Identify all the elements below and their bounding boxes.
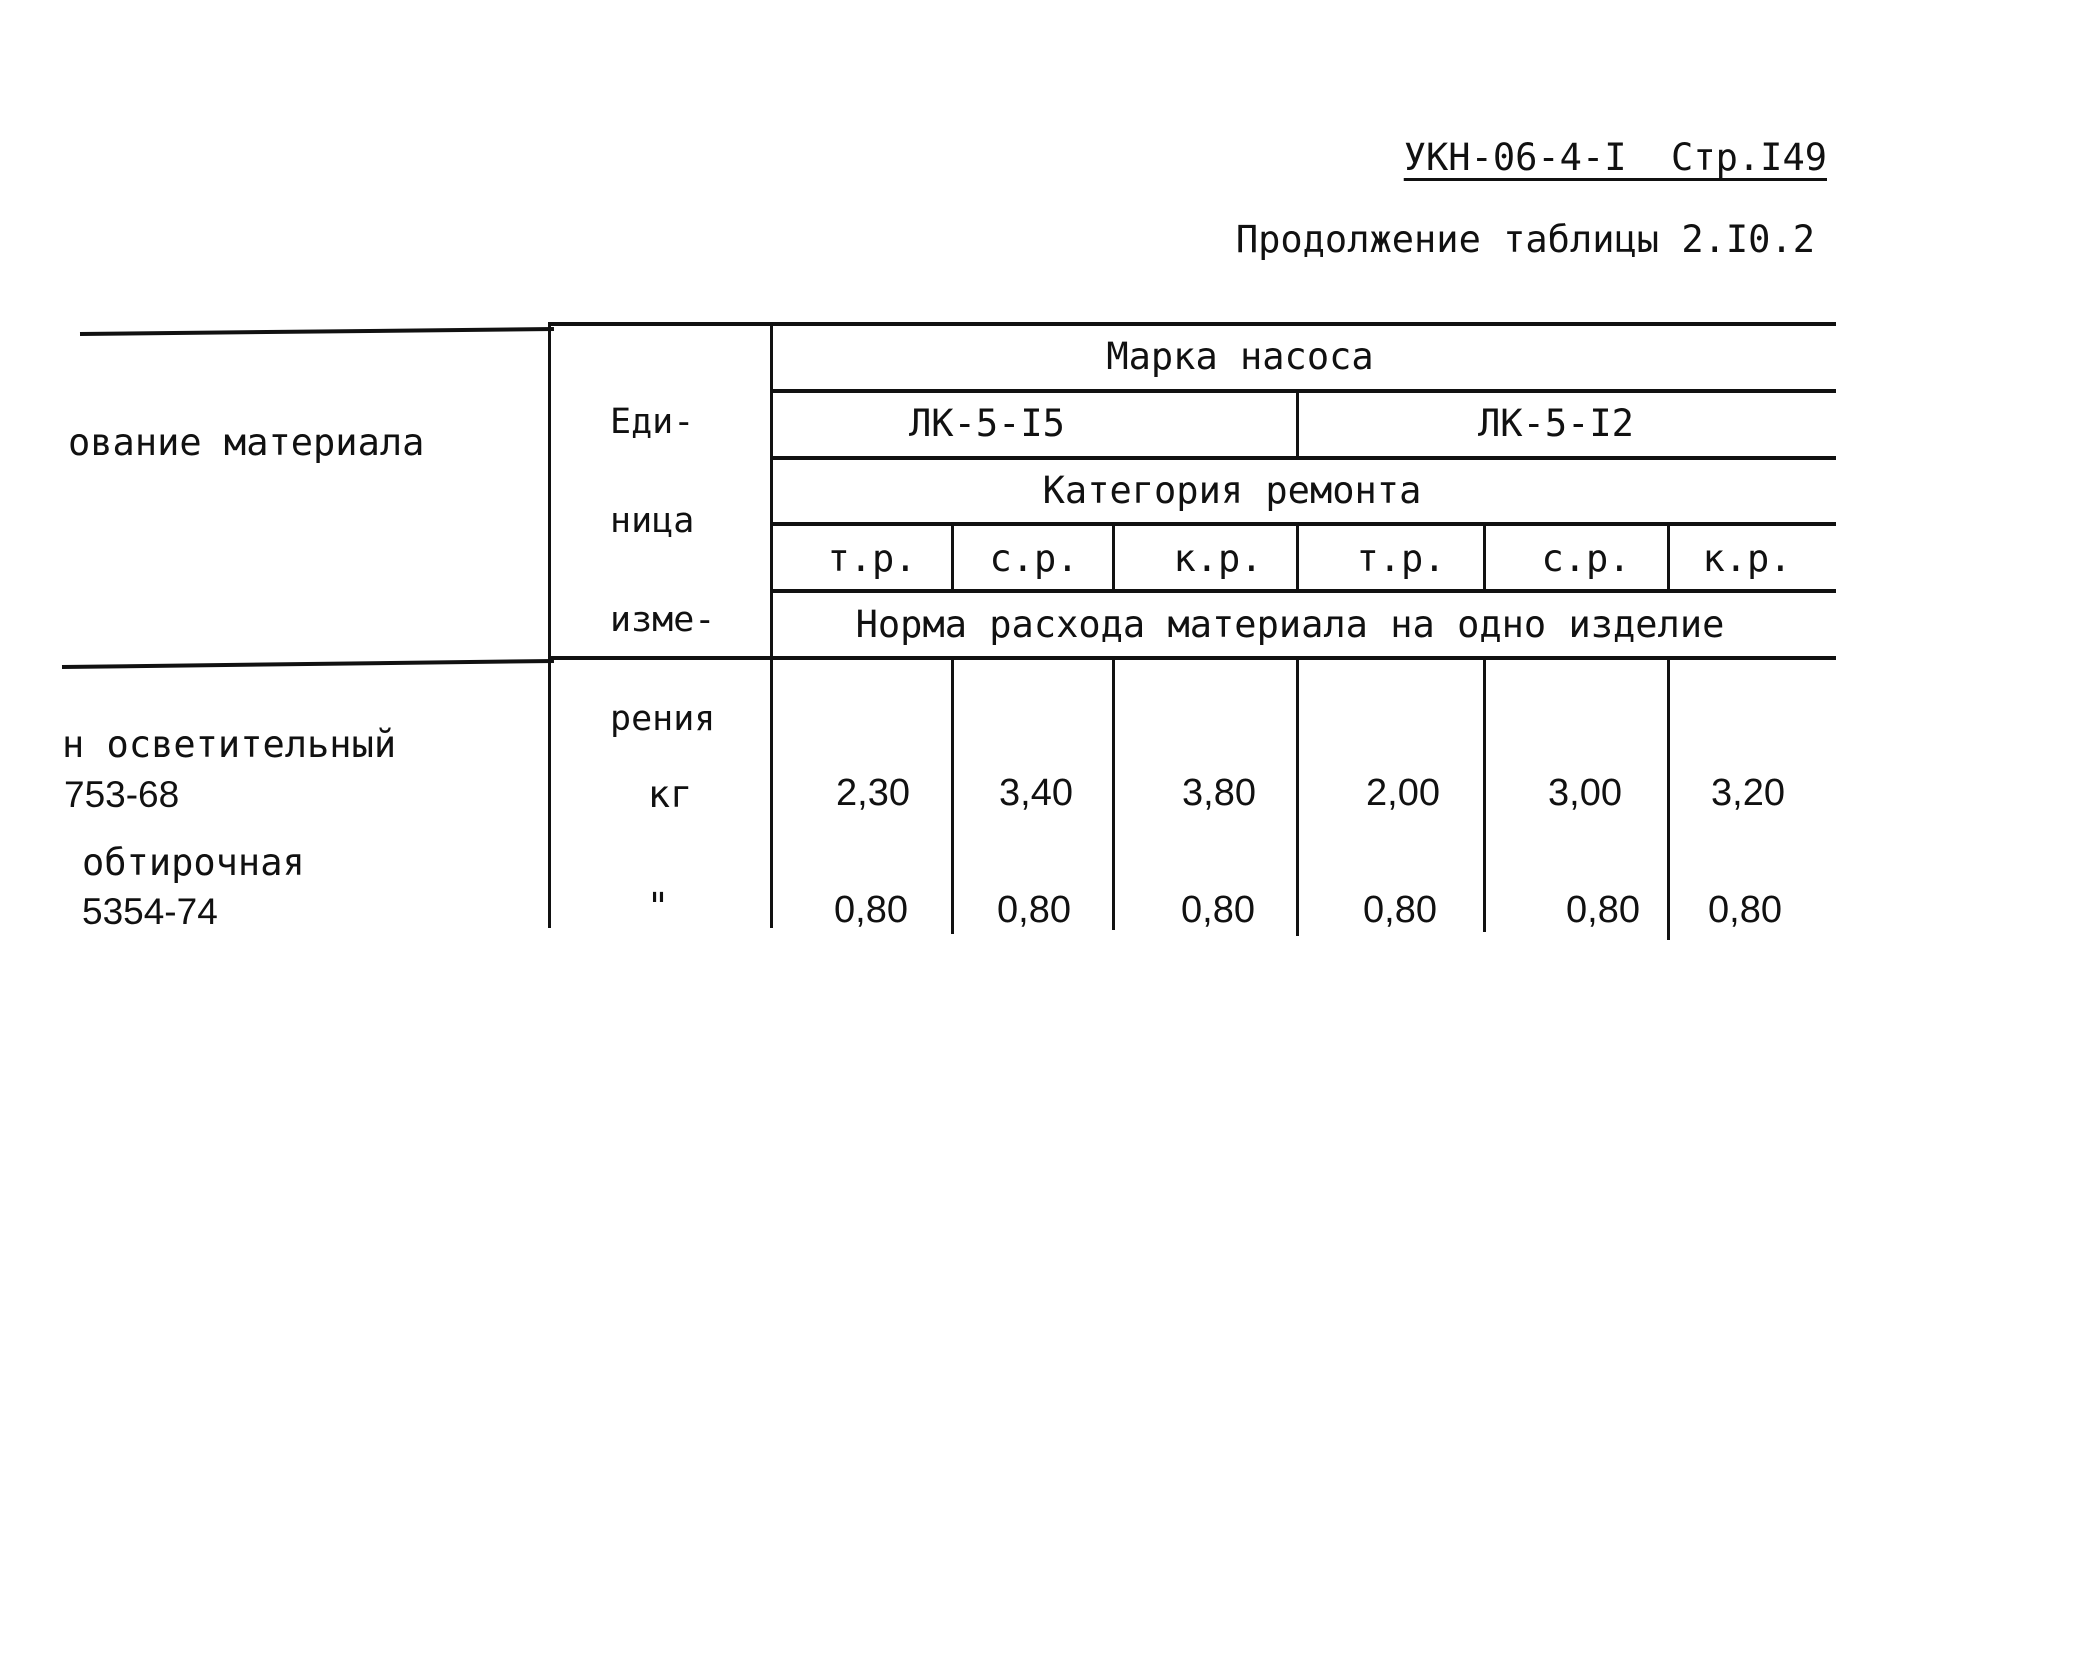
row-value: 0,80 xyxy=(997,889,1071,931)
row-unit: кг xyxy=(647,773,693,816)
category-code: к.р. xyxy=(1173,537,1263,580)
pump-brand-divider xyxy=(770,389,1836,393)
col-divider-1 xyxy=(951,522,954,589)
row-material-name-line1: н осветительный xyxy=(62,723,397,766)
row-material-name-line2: 753-68 xyxy=(64,774,180,815)
col-divider-4 xyxy=(1483,522,1486,589)
body-col-divider-2 xyxy=(1112,656,1115,930)
row-value: 2,30 xyxy=(836,772,910,814)
row-value: 0,80 xyxy=(1181,889,1255,931)
unit-header-line: ница xyxy=(610,501,695,541)
repair-category-header: Категория ремонта xyxy=(1042,469,1422,512)
body-col-divider-4 xyxy=(1483,656,1486,932)
category-code: с.р. xyxy=(1541,537,1631,580)
row-unit: " xyxy=(646,885,670,928)
pump-models-divider xyxy=(1296,389,1299,456)
unit-values-divider xyxy=(770,322,773,928)
category-code: с.р. xyxy=(989,537,1079,580)
material-name-header: ование материала xyxy=(68,421,425,464)
table-top-border-left xyxy=(80,327,554,336)
row-value: 3,80 xyxy=(1182,772,1256,814)
category-code: т.р. xyxy=(1356,537,1446,580)
row-value: 0,80 xyxy=(1363,889,1437,931)
category-code: т.р. xyxy=(827,537,917,580)
unit-header-line: Еди- xyxy=(610,402,695,442)
row-value: 0,80 xyxy=(1708,889,1782,931)
table-top-border xyxy=(550,322,1836,326)
category-codes-divider xyxy=(770,589,1836,593)
unit-header-line: рения xyxy=(610,699,716,739)
header-bottom-border-left xyxy=(62,659,554,669)
row-value: 3,00 xyxy=(1548,772,1622,814)
pump-model-lk-5-12: ЛК-5-I2 xyxy=(1478,402,1634,445)
pump-brand-header: Марка насоса xyxy=(1106,335,1374,378)
row-value: 3,40 xyxy=(999,772,1073,814)
body-col-divider-5 xyxy=(1667,656,1670,940)
row-value: 3,20 xyxy=(1711,772,1785,814)
category-code: к.р. xyxy=(1702,537,1792,580)
name-unit-divider xyxy=(548,322,551,928)
repair-category-divider xyxy=(770,522,1836,526)
row-value: 0,80 xyxy=(1566,889,1640,931)
col-divider-5 xyxy=(1667,522,1670,589)
table-caption: Продолжение таблицы 2.I0.2 xyxy=(1235,218,1815,261)
pump-model-divider xyxy=(770,456,1836,460)
row-material-name-line2: 5354-74 xyxy=(82,891,218,932)
unit-header-line: изме- xyxy=(610,600,716,640)
header-bottom-border xyxy=(550,656,1836,660)
unit-header xyxy=(610,340,715,802)
consumption-norm-header: Норма расхода материала на одно изделие xyxy=(855,603,1725,646)
row-value: 0,80 xyxy=(834,889,908,931)
row-material-name-line1: обтирочная xyxy=(82,841,305,884)
body-col-divider-3 xyxy=(1296,656,1299,936)
col-divider-2 xyxy=(1112,522,1115,589)
body-col-divider-1 xyxy=(951,656,954,934)
document-code: УКН-06-4-I Стр.I49 xyxy=(1403,136,1827,179)
row-value: 2,00 xyxy=(1366,772,1440,814)
pump-model-lk-5-15: ЛК-5-I5 xyxy=(909,402,1065,445)
col-divider-3 xyxy=(1296,522,1299,589)
